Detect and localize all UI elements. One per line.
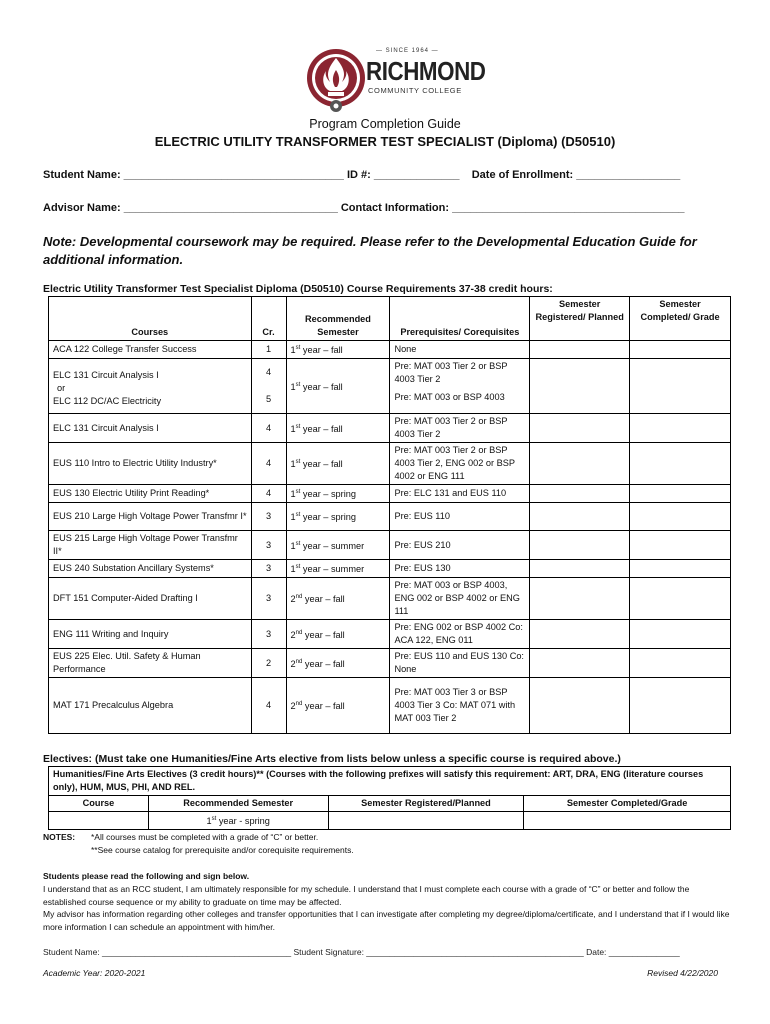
header-prereq: Prerequisites/ Corequisites bbox=[390, 297, 530, 341]
prereq-cell: Pre: EUS 110 and EUS 130 Co: None bbox=[390, 649, 530, 678]
prereq-cell: Pre: MAT 003 Tier 2 or BSP 4003 Tier 2, ENG 002 or BSP 4002 or ENG 111 bbox=[390, 443, 530, 485]
semester-cell: 2nd year – fall bbox=[286, 620, 390, 649]
prereq-cell: Pre: EUS 110 bbox=[390, 503, 530, 531]
semester-cell: 2nd year – fall bbox=[286, 649, 390, 678]
college-logo bbox=[306, 44, 486, 114]
revised-date: Revised 4/22/2020 bbox=[647, 968, 718, 978]
semester-cell: 1st year – fall bbox=[286, 341, 390, 359]
course-cell: EUS 215 Large High Voltage Power Transfmr II* bbox=[49, 531, 252, 560]
electives-heading: Electives: (Must take one Humanities/Fine Arts elective from lists below unless a specific course is required above.) bbox=[43, 753, 621, 765]
advisor-info-line: Advisor Name: ___________________________________ Contact Information: ______________________________________ bbox=[43, 202, 685, 214]
notes-label: NOTES: bbox=[43, 832, 76, 842]
prereq-cell: Pre: ELC 131 and EUS 110 bbox=[390, 485, 530, 503]
note-catalog: **See course catalog for prerequisite and/or corequisite requirements. bbox=[91, 845, 354, 855]
prereq-cell: Pre: EUS 210 bbox=[390, 531, 530, 560]
prereq-cell: Pre: MAT 003 Tier 2 or BSP 4003 Tier 2 Pre: MAT 003 or BSP 4003 bbox=[390, 359, 530, 414]
prereq-cell: Pre: EUS 130 bbox=[390, 560, 530, 578]
completed-cell bbox=[630, 485, 731, 503]
elective-col-completed: Semester Completed/Grade bbox=[524, 796, 731, 812]
course-cell: EUS 240 Substation Ancillary Systems* bbox=[49, 560, 252, 578]
registered-cell bbox=[530, 414, 630, 443]
completed-cell bbox=[630, 414, 731, 443]
course-cell: ELC 131 Circuit Analysis I bbox=[49, 414, 252, 443]
requirements-heading: Electric Utility Transformer Test Specialist Diploma (D50510) Course Requirements 37-38 credit hours: bbox=[43, 283, 553, 295]
credit-cell: 3 bbox=[251, 560, 286, 578]
electives-description: Humanities/Fine Arts Electives (3 credit hours)** (Courses with the following prefixes will satisfy this requirement: ART, DRA, ENG (literature courses only), HUM, MUS, PHI, AND REL. bbox=[49, 767, 731, 796]
course-cell: EUS 110 Intro to Electric Utility Industry* bbox=[49, 443, 252, 485]
course-requirements-table bbox=[48, 296, 731, 734]
registered-cell bbox=[530, 620, 630, 649]
semester-cell: 1st year – summer bbox=[286, 560, 390, 578]
prereq-cell: Pre: MAT 003 Tier 3 or BSP 4003 Tier 3 Co: MAT 071 with MAT 003 Tier 2 bbox=[390, 678, 530, 734]
electives-table bbox=[48, 766, 731, 830]
agreement-paragraph-1: I understand that as an RCC student, I am ultimately responsible for my schedule. I understand that I must complete each course with a grade of “C” or better and follow the established course sequence or my ability to graduate on time may be affected. bbox=[43, 884, 690, 907]
completed-cell bbox=[630, 443, 731, 485]
semester-cell: 2nd year – fall bbox=[286, 678, 390, 734]
credit-cell: 1 bbox=[251, 341, 286, 359]
credit-cell: 4 bbox=[251, 443, 286, 485]
note-grade: *All courses must be completed with a grade of “C” or better. bbox=[91, 832, 319, 842]
registered-cell bbox=[530, 578, 630, 620]
header-courses: Courses bbox=[49, 297, 252, 341]
completed-cell bbox=[630, 649, 731, 678]
agreement-paragraph-2: My advisor has information regarding other colleges and transfer opportunities that I can investigate after completing my degree/diploma/certificate, and I understand that if I would like more information I can schedule an appointment with him/her. bbox=[43, 909, 730, 932]
elective-completed-cell bbox=[524, 812, 731, 830]
course-cell: EUS 225 Elec. Util. Safety & Human Performance bbox=[49, 649, 252, 678]
credit-cell: 3 bbox=[251, 578, 286, 620]
header-credits: Cr. bbox=[251, 297, 286, 341]
elective-semester-cell: 1st year - spring bbox=[148, 812, 328, 830]
credit-cell: 4 bbox=[251, 414, 286, 443]
course-cell: DFT 151 Computer-Aided Drafting I bbox=[49, 578, 252, 620]
semester-cell: 1st year – spring bbox=[286, 503, 390, 531]
elective-course-cell bbox=[49, 812, 149, 830]
credit-cell: 4 5 bbox=[251, 359, 286, 414]
credit-cell: 3 bbox=[251, 531, 286, 560]
page-title: ELECTRIC UTILITY TRANSFORMER TEST SPECIALIST (Diploma) (D50510) bbox=[154, 134, 616, 149]
course-cell: ACA 122 College Transfer Success bbox=[49, 341, 252, 359]
registered-cell bbox=[530, 503, 630, 531]
prereq-cell: Pre: ENG 002 or BSP 4002 Co: ACA 122, ENG 011 bbox=[390, 620, 530, 649]
completed-cell bbox=[630, 531, 731, 560]
completed-cell bbox=[630, 503, 731, 531]
header-registered: Semester Registered/ Planned bbox=[530, 297, 630, 341]
elective-col-course: Course bbox=[49, 796, 149, 812]
sign-heading: Students please read the following and sign below. bbox=[43, 871, 250, 881]
credit-cell: 4 bbox=[251, 485, 286, 503]
semester-cell: 1st year – summer bbox=[286, 531, 390, 560]
course-cell: EUS 130 Electric Utility Print Reading* bbox=[49, 485, 252, 503]
course-cell: EUS 210 Large High Voltage Power Transfmr I* bbox=[49, 503, 252, 531]
registered-cell bbox=[530, 485, 630, 503]
semester-cell: 1st year – fall bbox=[286, 359, 390, 414]
logo-subname: COMMUNITY COLLEGE bbox=[368, 86, 462, 95]
semester-cell: 1st year – spring bbox=[286, 485, 390, 503]
course-cell: ENG 111 Writing and Inquiry bbox=[49, 620, 252, 649]
prereq-cell: Pre: MAT 003 Tier 2 or BSP 4003 Tier 2 bbox=[390, 414, 530, 443]
registered-cell bbox=[530, 443, 630, 485]
developmental-note: Note: Developmental coursework may be required. Please refer to the Developmental Education Guide for additional information. bbox=[43, 234, 697, 267]
registered-cell bbox=[530, 531, 630, 560]
completed-cell bbox=[630, 578, 731, 620]
elective-col-recommended: Recommended Semester bbox=[148, 796, 328, 812]
header-completed: Semester Completed/ Grade bbox=[630, 297, 731, 341]
flame-gear-icon bbox=[306, 44, 366, 114]
completed-cell bbox=[630, 560, 731, 578]
course-cell: MAT 171 Precalculus Algebra bbox=[49, 678, 252, 734]
semester-cell: 1st year – fall bbox=[286, 443, 390, 485]
prereq-cell: None bbox=[390, 341, 530, 359]
credit-cell: 4 bbox=[251, 678, 286, 734]
semester-cell: 2nd year – fall bbox=[286, 578, 390, 620]
completed-cell bbox=[630, 620, 731, 649]
header-recommended: Recommended Semester bbox=[286, 297, 390, 341]
registered-cell bbox=[530, 649, 630, 678]
page-subtitle: Program Completion Guide bbox=[309, 117, 461, 131]
completed-cell bbox=[630, 359, 731, 414]
logo-name: RICHMOND bbox=[366, 56, 486, 86]
semester-cell: 1st year – fall bbox=[286, 414, 390, 443]
credit-cell: 2 bbox=[251, 649, 286, 678]
academic-year: Academic Year: 2020-2021 bbox=[43, 968, 146, 978]
registered-cell bbox=[530, 678, 630, 734]
completed-cell bbox=[630, 341, 731, 359]
prereq-cell: Pre: MAT 003 or BSP 4003, ENG 002 or BSP 4002 or ENG 111 bbox=[390, 578, 530, 620]
elective-col-registered: Semester Registered/Planned bbox=[328, 796, 524, 812]
registered-cell bbox=[530, 359, 630, 414]
signature-line: Student Name: ________________________________________ Student Signature: ______________________________________________ Date: _______________ bbox=[43, 947, 680, 957]
registered-cell bbox=[530, 560, 630, 578]
course-cell: ELC 131 Circuit Analysis I or ELC 112 DC/AC Electricity bbox=[49, 359, 252, 414]
credit-cell: 3 bbox=[251, 620, 286, 649]
elective-registered-cell bbox=[328, 812, 524, 830]
registered-cell bbox=[530, 341, 630, 359]
logo-since: — SINCE 1964 — bbox=[376, 48, 439, 54]
credit-cell: 3 bbox=[251, 503, 286, 531]
completed-cell bbox=[630, 678, 731, 734]
student-info-line: Student Name: ____________________________________ ID #: ______________ Date of Enrollment: _________________ bbox=[43, 169, 681, 181]
